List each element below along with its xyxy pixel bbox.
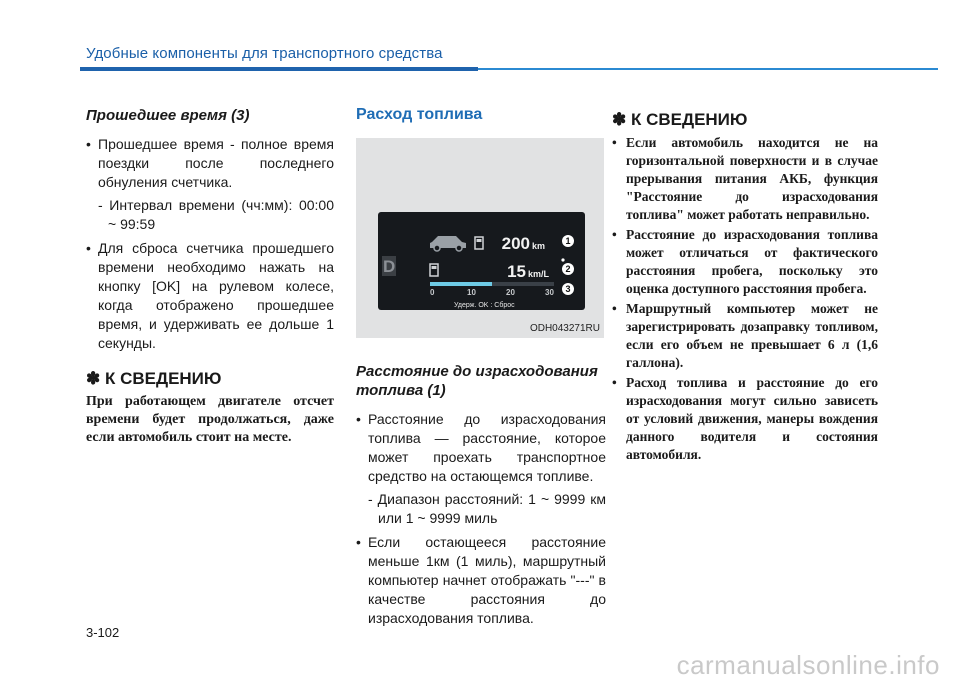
scale-label-30: 30 [545,288,554,297]
fuel-economy-icon [430,264,438,276]
bullet-text: Расстояние до израсходования топлива — расстояние, которое может проехать транспортное средство на остающемся топливе. [368,411,606,484]
info-heading: ✽ К СВЕДЕНИЮ [612,110,748,129]
sub-item: - Интервал времени (чч:мм): 00:00 ~ 99:59 [98,197,334,232]
bullet-text: Прошедшее время - полное время поездки после последнего обнуления счетчика. [98,136,334,190]
list-item [86,239,334,353]
list-item [356,533,606,628]
range-value: 200 [501,234,530,253]
scale-label-20: 20 [506,288,515,297]
list-item: • Маршрутный компьютер может не зарегистрировать дозаправку топливом, если его объем не превышает 6 л (1,6 галлона). [612,300,878,372]
list-item: • Расстояние до израсходования топлива может отличаться от фактического расстояния пробега, поскольку это оценка доступного расстояния пробега. [612,226,878,298]
cluster-figure [356,138,604,338]
economy-value: 15 [507,262,526,281]
callout-2-label: 2 [565,264,571,274]
info-list [612,134,878,464]
range-list [356,410,606,628]
elapsed-time-list [86,135,334,353]
bullet-text: Если остающееся расстояние меньше 1км (1 миль), маршрутный компьютер начнет отображать "---" в качестве расстояния до израсходования топлива. [368,534,606,626]
economy-bar-fill [430,282,492,286]
column-middle [356,106,606,633]
range-unit: km [532,241,546,251]
page-number: 3-102 [86,625,120,640]
callout-3-label: 3 [565,284,571,294]
list-item [356,410,606,528]
fuel-consumption-heading: Расход топлива [356,106,483,123]
section-header: Удобные компоненты для транспортного средства [86,45,443,62]
figure-code: ODH043271RU [529,323,600,334]
list-item: • Расход топлива и расстояние до его израсходования могут сильно зависеть от условий движения, манеры вождения данного водителя и состояния автомобиля. [612,374,878,464]
cluster-display [378,212,585,310]
column-left [86,106,334,447]
elapsed-time-heading: Прошедшее время (3) [86,107,250,124]
sub-item: - Диапазон расстояний: 1 ~ 9999 км или 1 ~ 9999 миль [368,491,606,526]
car-icon [430,236,466,251]
scale-label-0: 0 [430,288,435,297]
info-heading: ✽ К СВЕДЕНИЮ [86,369,222,388]
bullet-text: Для сброса счетчика прошедшего времени необходимо нажать на кнопку [OK] на рулевом колесе, когда отображено прошедшее время, и удерживать ее дольше 1 секунды. [98,240,334,351]
cluster-graphic [378,212,585,310]
callout-dot [561,258,564,261]
callout-1-label: 1 [565,236,571,246]
header-rule-dark [80,67,478,71]
scale-label-10: 10 [467,288,476,297]
list-item [86,135,334,234]
gear-indicator: D [383,257,396,276]
info-text: При работающем двигателе отсчет времени будет продолжаться, даже если автомобиль стоит на месте. [86,394,334,445]
watermark: carmanualsonline.info [676,650,940,680]
list-item: • Если автомобиль находится не на горизонтальной поверхности и в случае прерывания питания АКБ, функция "Расстояние до израсходования топлива" может работать неправильно. [612,134,878,224]
reset-hint: Удерж. OK : Сброс [454,302,515,309]
range-heading: Расстояние до израсходования топлива (1) [356,363,598,399]
header-rule-light [478,68,938,70]
fuel-pump-icon [475,237,483,249]
column-right [612,106,878,466]
economy-unit: km/L [528,269,550,279]
